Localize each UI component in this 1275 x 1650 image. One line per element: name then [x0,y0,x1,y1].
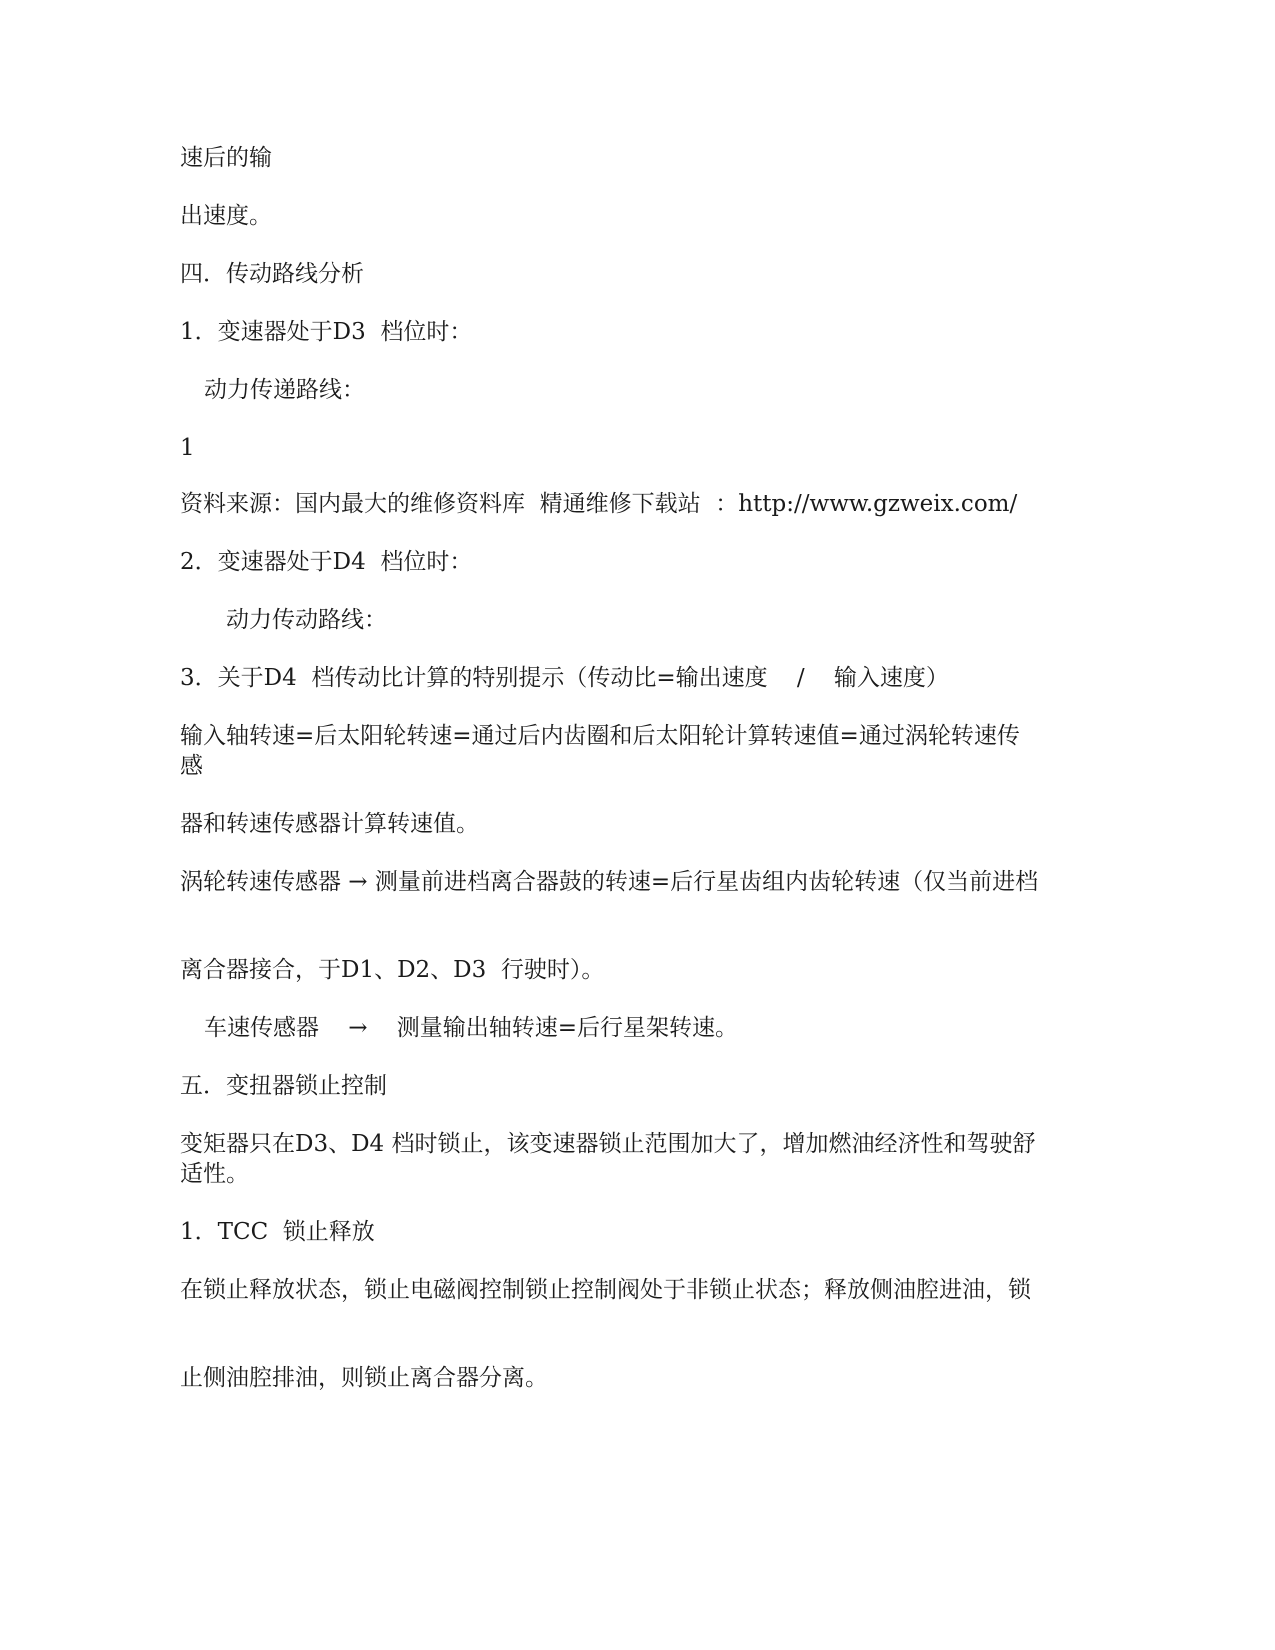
source-note: 资料来源：国内最大的维修资料库 精通维修下载站 ：http://www.gzweix.com/ [180,491,1018,517]
text-line: 动力传递路线： [204,377,365,403]
subsection-heading: 1．TCC 锁止释放 [180,1219,375,1245]
text-line: 车速传感器 → 测量输出轴转速=后行星架转速。 [204,1015,739,1041]
text-line: 器和转速传感器计算转速值。 [180,811,479,837]
subsection-heading: 1．变速器处于D3 档位时： [180,319,473,345]
text-line: 出速度。 [180,203,272,229]
text-line: 动力传动路线： [226,607,387,633]
section-heading: 五．变扭器锁止控制 [180,1073,387,1099]
subsection-heading: 3．关于D4 档传动比计算的特别提示（传动比=输出速度 / 输入速度） [180,665,949,691]
paragraph: 涡轮转速传感器 → 测量前进档离合器鼓的转速=后行星齿组内齿轮转速（仅当前进档 [180,869,1039,895]
text-line: 止侧油腔排油，则锁止离合器分离。 [180,1365,548,1391]
section-heading: 四．传动路线分析 [180,261,364,287]
paragraph: 在锁止释放状态，锁止电磁阀控制锁止控制阀处于非锁止状态；释放侧油腔进油，锁 [180,1277,1031,1303]
document-page [180,0,1080,1650]
text-line: 速后的输 [180,145,272,171]
paragraph: 输入轴转速=后太阳轮转速=通过后内齿圈和后太阳轮计算转速值=通过涡轮转速传感 [180,723,1020,779]
paragraph: 变矩器只在D3、D4 档时锁止，该变速器锁止范围加大了，增加燃油经济性和驾驶舒适性。 [180,1131,1036,1187]
subsection-heading: 2．变速器处于D4 档位时： [180,549,473,575]
page-number: 1 [180,435,195,461]
text-line: 离合器接合，于D1、D2、D3 行驶时）。 [180,957,605,983]
